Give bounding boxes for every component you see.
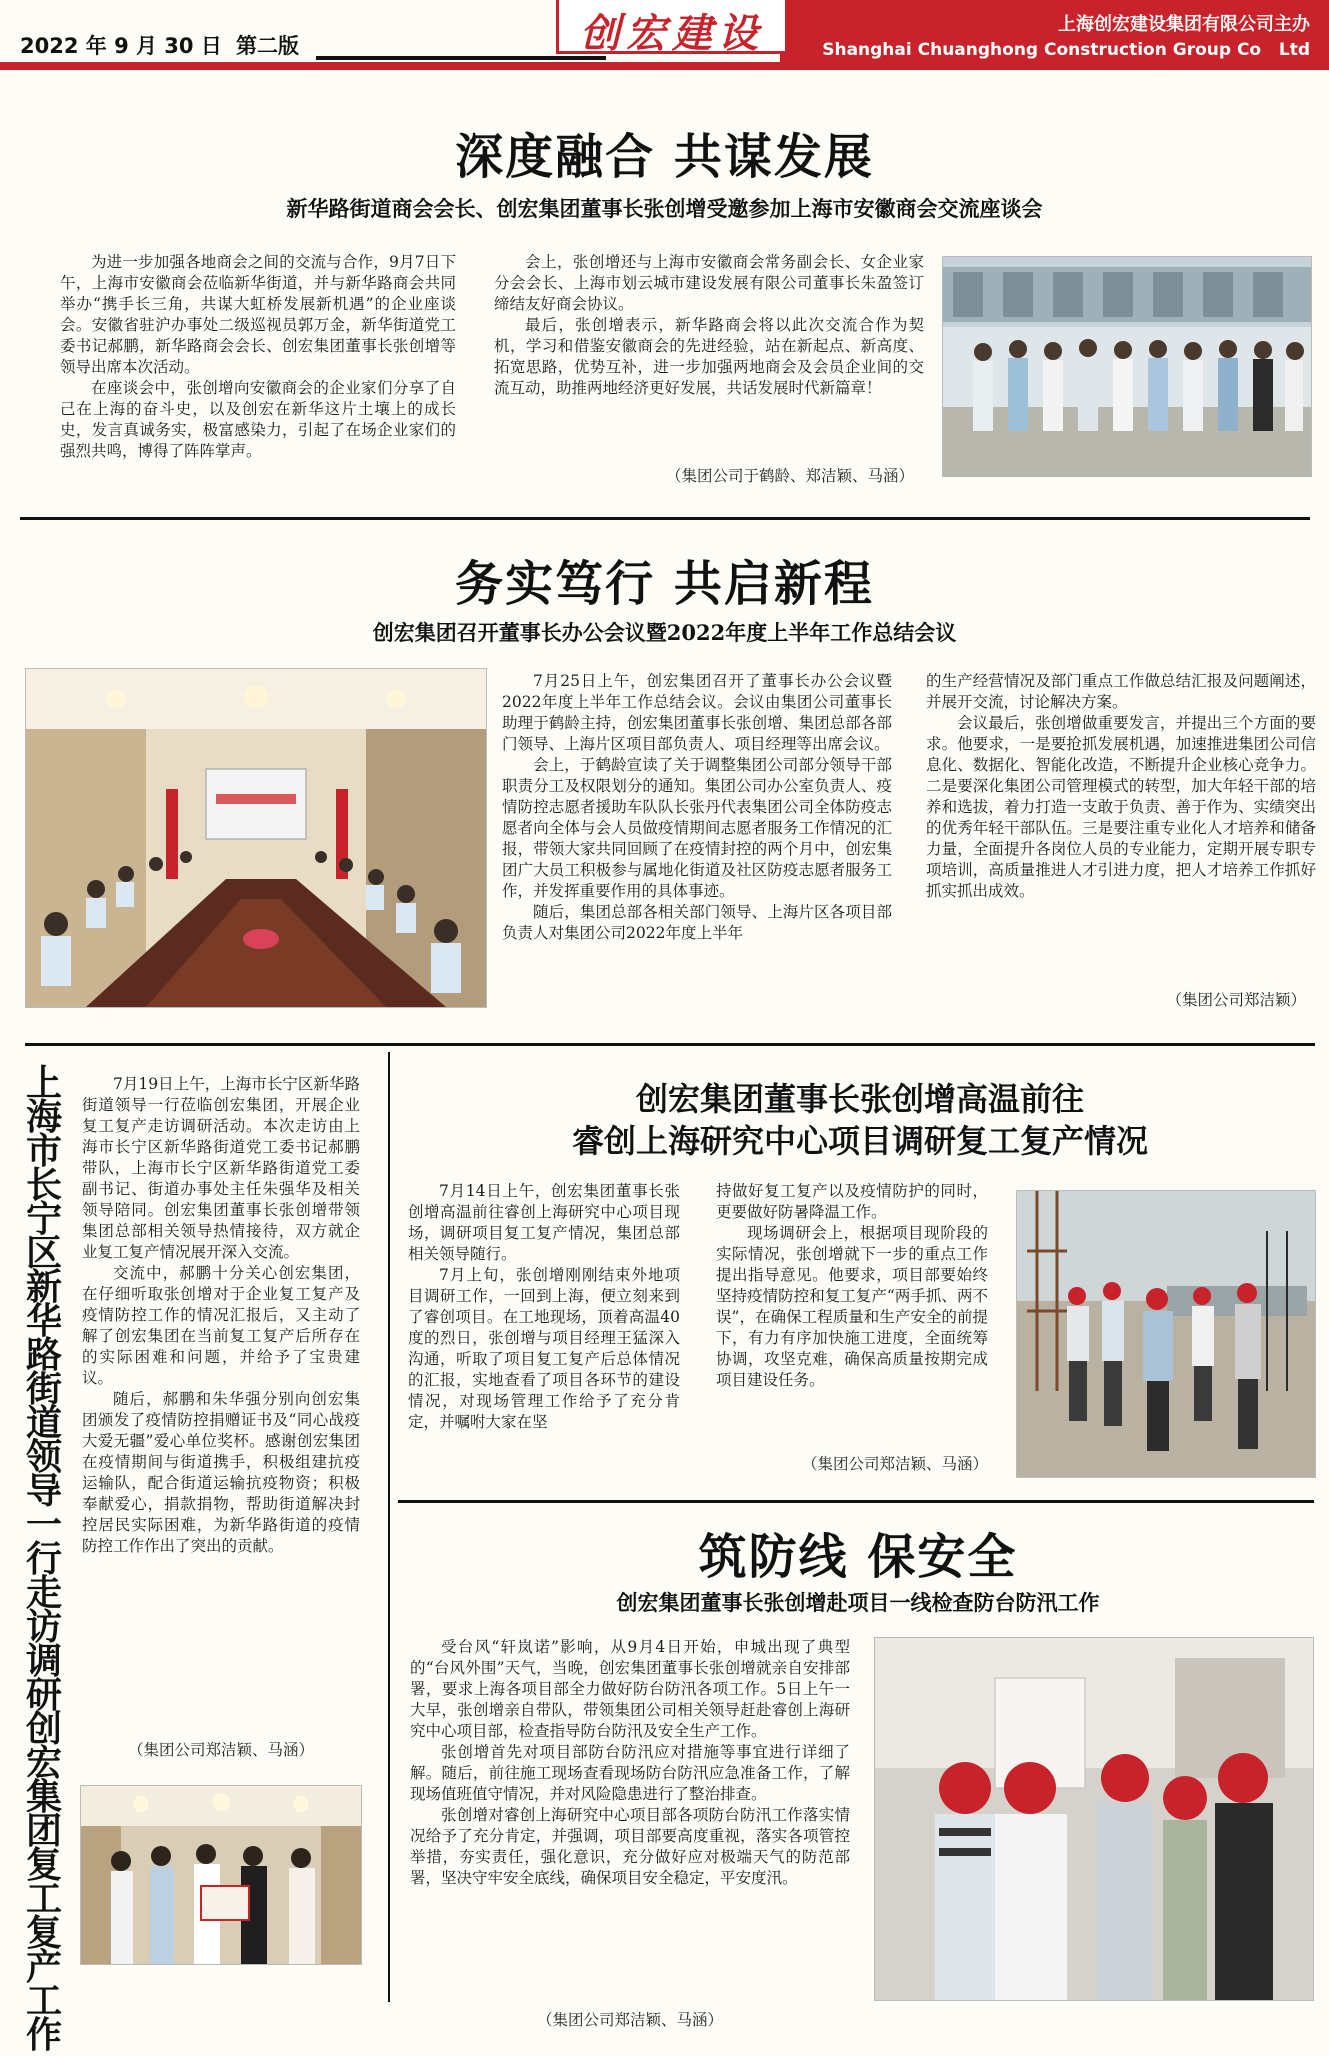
article4-credit: （集团公司郑洁颖、马涵）	[801, 1455, 988, 1473]
article1-headline: 深度融合 共谋发展	[455, 129, 874, 185]
paragraph: 会上，于鹤龄宣读了关于调整集团公司部分领导干部职责分工及权限划分的通知。集团公司办公室负责人、疫情防控志愿者援助车队队长张丹代表集团公司全体防疫志愿者向全体与会人员做疫情期间志愿者服务工作情况的汇报，带领大家共同回顾了在疫情封控的两个月中，创宏集团广大员工积极参与属地化街道及社区防疫志愿者服务工作，并发挥重要作用的具体事迹。	[502, 756, 892, 900]
article1-subheadline: 新华路街道商会会长、创宏集团董事长张创增受邀参加上海市安徽商会交流座谈会	[286, 196, 1043, 221]
article5-subheadline: 创宏集团董事长张创增赴项目一线检查防台防汛工作	[616, 1590, 1100, 1615]
paragraph: 为进一步加强各地商会之间的交流与合作，9月7日下午，上海市安徽商会莅临新华街道，并与新华路商会共同举办“携手长三角，共谋大虹桥发展新机遇”的企业座谈会。安徽省驻沪办事处二级巡视员郭万金，新华街道党工委书记郝鹏，新华路商会会长、创宏集团董事长张创增等领导出席本次活动。	[60, 253, 456, 376]
article3-credit: （集团公司郑洁颖、马涵）	[127, 1741, 314, 1759]
paragraph: 张创增对睿创上海研究中心项目部各项防台防汛工作落实情况给予了充分肯定，并强调，项目部要高度重视，落实各项管控举措，夯实责任，强化意识，充分做好应对极端天气的防范部署，坚决守牢安全底线，确保项目安全稳定，平安度汛。	[410, 1806, 850, 1887]
paragraph: 张创增首先对项目部防台防汛应对措施等事宜进行详细了解。随后，前往施工现场查看现场防台防汛应急准备工作，了解现场值班值守情况，并对风险隐患进行了整治排查。	[410, 1743, 850, 1803]
article2-headline: 务实笃行 共启新程	[455, 556, 874, 612]
masthead-date: 2022 年 9 月 30 日	[20, 34, 222, 58]
paragraph: 7月19日上午，上海市长宁区新华路街道领导一行莅临创宏集团，开展企业复工复产走访调研活动。本次走访由上海市长宁区新华路街道党工委书记郝鹏带队，上海市长宁区新华路街道党工委副书记、街道办事处主任朱强华及相关领导陪同。创宏集团董事长张创增带领集团总部相关领导热情接待，双方就企业复工复产情况展开深入交流。	[82, 1075, 360, 1261]
paragraph: 会上，张创增还与上海市安徽商会常务副会长、女企业家分会会长、上海市划云城市建设发展有限公司董事长朱盈签订缔结友好商会协议。	[494, 253, 924, 313]
paragraph: 持做好复工复产以及疫情防护的同时，更要做好防暑降温工作。	[716, 1182, 988, 1221]
divider-3	[398, 1500, 1314, 1503]
article1-col2	[494, 252, 924, 399]
paragraph: 现场调研会上，根据项目现阶段的实际情况，张创增就下一步的重点工作提出指导意见。他要求，项目部要始终坚持疫情防控和复工复产“两手抓、两不误”，在确保工程质量和生产安全的前提下，有力有序加快施工进度，全面统筹协调，攻坚克难，确保高质量按期完成项目建设任务。	[716, 1224, 988, 1389]
article5-body	[410, 1637, 850, 1889]
paragraph: 交流中，郝鹏十分关心创宏集团，在仔细听取张创增对于企业复工复产及疫情防控工作的情况汇报后，又主动了解了创宏集团在当前复工复产后所存在的实际困难和问题，并给予了宝贵建议。	[82, 1264, 360, 1387]
vertical-divider	[388, 1052, 390, 2002]
article5-headline: 筑防线 保安全	[698, 1529, 1018, 1585]
paragraph: 在座谈会中，张创增向安徽商会的企业家们分享了自己在上海的奋斗史，以及创宏在新华这片土壤上的成长史，发言真诚务实，极富感染力，引起了在场企业家们的强烈共鸣，博得了阵阵掌声。	[60, 379, 456, 460]
paragraph: 受台风“轩岚诺”影响，从9月4日开始，申城出现了典型的“台风外围”天气，当晚，创宏集团董事长张创增就亲自安排部署，要求上海各项目部全力做好防台防汛各项工作。5日上午一大早，张创增亲自带队，带领集团公司相关领导赶赴睿创上海研究中心项目部，检查指导防台防汛及安全生产工作。	[410, 1638, 850, 1740]
divider-1	[20, 517, 1310, 520]
paragraph: 7月14日上午，创宏集团董事长张创增高温前往睿创上海研究中心项目现场，调研项目复工复产情况，集团总部相关领导随行。	[408, 1182, 680, 1263]
paragraph: 随后，郝鹏和朱华强分别向创宏集团颁发了疫情防控捐赠证书及“同心战疫 大爱无疆”爱心单位奖杯。感谢创宏集团在疫情期间与街道携手，积极组建抗疫运输队，配合街道运输抗疫物资；积极奉献爱心，捐款捐物，帮助街道解决封控居民实际困难，为新华路街道的疫情防控工作作出了突出的贡献。	[82, 1390, 376, 1555]
article2-subheadline: 创宏集团召开董事长办公会议暨2022年度上半年工作总结会议	[372, 620, 957, 645]
masthead-sponsor-cn: 上海创宏建设集团有限公司主办	[1058, 14, 1310, 35]
paragraph: 最后，张创增表示，新华路商会将以此次交流合作为契机，学习和借鉴安徽商会的先进经验，站在新起点、新高度、拓宽思路，优势互补，进一步加强两地商会及会员企业间的交流互动，助推两地经济更好发展，共话发展时代新篇章！	[494, 316, 924, 397]
article3-vertical-headline: 上海市长宁区新华路街道领导一行走访调研创宏集团复工复产工作	[25, 1062, 62, 2056]
article4-col2	[716, 1181, 988, 1391]
article3-body	[82, 1074, 376, 1557]
masthead-sponsor-en: Shanghai Chuanghong Construction Group Co Ltd	[822, 40, 1310, 60]
masthead	[0, 0, 1329, 80]
paragraph: 的生产经营情况及部门重点工作做总结汇报及问题阐述，并展开交流，讨论解决方案。	[926, 672, 1316, 711]
paragraph: 会议最后，张创增做重要发言，并提出三个方面的要求。他要求，一是要抢抓发展机遇，加速推进集团公司信息化、数据化、智能化改造，不断提升企业核心竞争力。二是要深化集团公司管理模式的转型，加大年轻干部的培养和选拔，着力打造一支敢于负责、善于作为、实绩突出的优秀年轻干部队伍。三是要注重专业化人才培养和储备力量，全面提升各岗位人员的专业能力，定期开展专职专项培训，高质量推进人才引进力度，把人才培养工作抓好抓实抓出成效。	[926, 714, 1316, 900]
article5-inspection-photo	[874, 1637, 1314, 2001]
article1-group-photo	[942, 256, 1312, 477]
article5-credit: （集团公司郑洁颖、马涵）	[536, 2011, 723, 2029]
paragraph: 随后，集团总部各相关部门领导、上海片区各项目部负责人对集团公司2022年度上半年	[502, 903, 892, 942]
article4-headline-line1: 创宏集团董事长张创增高温前往	[635, 1080, 1084, 1118]
masthead-black-bar	[0, 62, 1329, 70]
divider-2	[25, 1043, 1315, 1046]
paragraph: 7月上旬，张创增刚刚结束外地项目调研工作，一回到上海，便立刻来到了睿创项目。在工地现场，顶着高温40度的烈日，张创增与项目经理王猛深入沟通，听取了项目复工复产后总体情况的汇报，实地查看了项目各环节的建设情况，对现场管理工作给予了充分肯定，并嘱咐大家在坚	[408, 1266, 680, 1431]
article2-col2	[926, 671, 1316, 902]
article2-col1	[502, 671, 892, 944]
article1-credit: （集团公司于鹤龄、郑洁颖、马涵）	[665, 467, 914, 485]
article4-headline-line2: 睿创上海研究中心项目调研复工复产情况	[571, 1122, 1148, 1160]
masthead-logo: 创宏建设	[580, 10, 764, 57]
paragraph: 7月25日上午，创宏集团召开了董事长办公会议暨2022年度上半年工作总结会议。会议由集团公司董事长助理于鹤龄主持，创宏集团董事长张创增、集团总部各部门领导、上海片区项目部负责人、项目经理等出席会议。	[502, 672, 892, 753]
article4-col1	[408, 1181, 680, 1433]
article3-award-photo	[80, 1785, 362, 1965]
article1-col1	[60, 252, 456, 462]
masthead-edition: 第二版	[236, 34, 299, 58]
article4-site-photo	[1016, 1190, 1316, 1478]
article2-credit: （集团公司郑洁颖）	[1166, 991, 1306, 1009]
article2-meeting-photo	[25, 668, 487, 1008]
